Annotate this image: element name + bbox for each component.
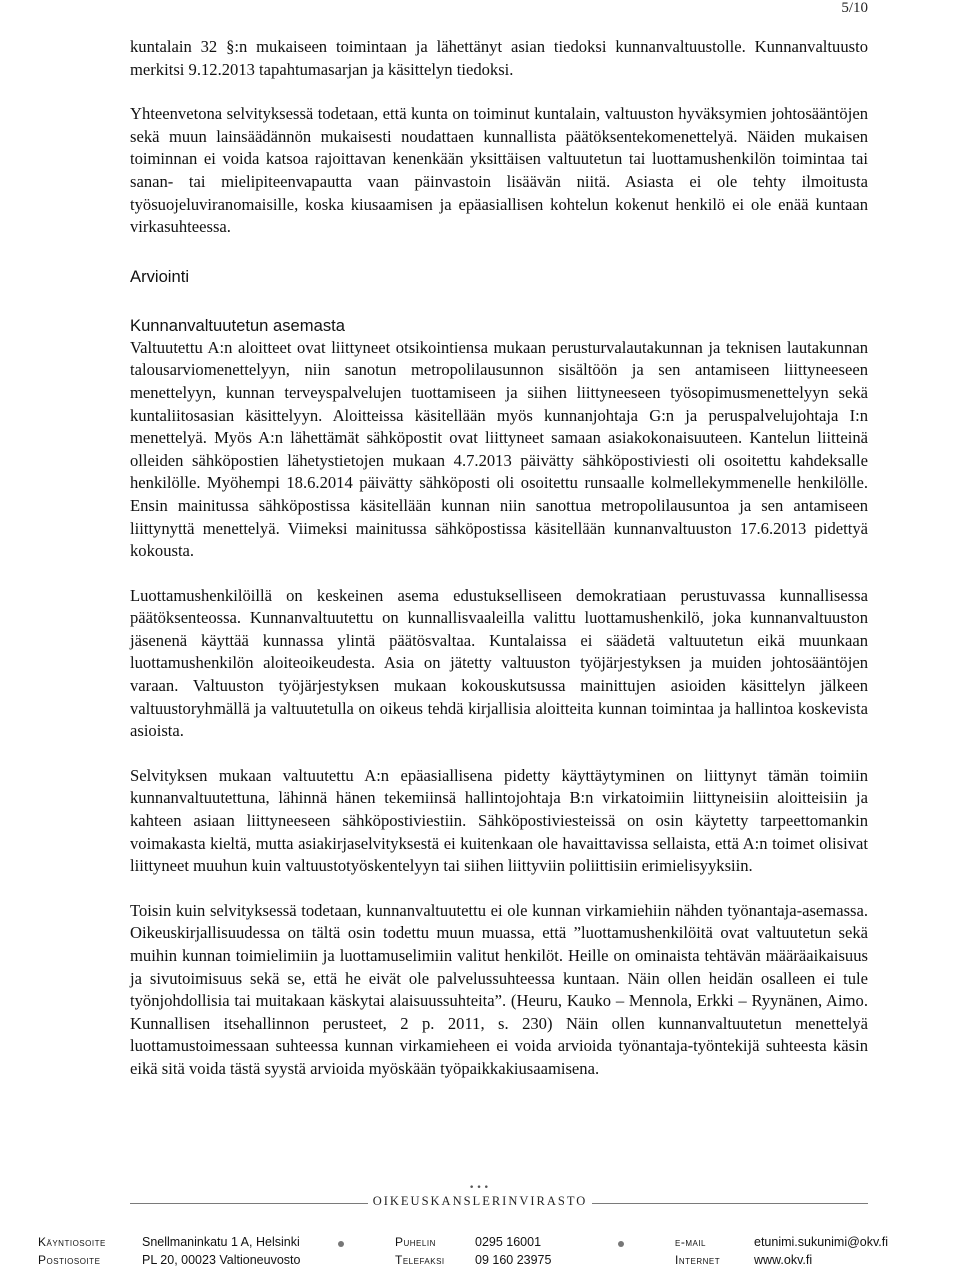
section-heading-assessment: Arviointi	[130, 266, 190, 286]
footer-row-2	[38, 1253, 918, 1271]
paragraph-2: Yhteenvetona selvityksessä todetaan, että kunta on toiminut kuntalain, valtuuston hyväksymien johtosääntöjen sekä muun lainsäädännön mukaisesti noudattaen kunnallista päätöksentekomenettelyä. Näiden mukaisen toiminnan ei voida katsoa rajoittavan kenenkään yksittäisen valtuutetun tai luottamushenkilön toimintaa tai sanan- tai mielipiteenvapautta vaan päinvastoin lisäävän niitä. Asiasta ei ole tehty ilmoitusta työsuojeluviranomaisille, koska kiusaamisen ja epäasiallisen kohtelun kokenut henkilö ei ole enää kuntaan virkasuhteessa.	[130, 104, 868, 237]
page-number: 5/10	[841, 0, 868, 16]
footer-row-1	[38, 1235, 918, 1253]
bullet-dot-icon	[618, 1241, 624, 1247]
postal-address-value: PL 20, 00023 Valtioneuvosto	[142, 1253, 301, 1267]
footer-organization-name: OIKEUSKANSLERINVIRASTO	[372, 1194, 588, 1208]
bullet-dot-icon	[338, 1241, 344, 1247]
paragraph-1: kuntalain 32 §:n mukaiseen toimintaan ja lähettänyt asian tiedoksi kunnanvaltuustolle. Kunnanvaltuusto merkitsi 9.12.2013 tapahtumasarjan ja käsittelyn tiedoksi.	[130, 37, 868, 79]
paragraph-6: Toisin kuin selvityksessä todetaan, kunnanvaltuutettu ei ole kunnan virkamiehiin nähden työnantaja-asemassa. Oikeuskirjallisuudessa on tältä osin todettu muun muassa, että ”luottamushenkilöitä ovat valtuutetun sekä muihin kunnan toimielimiin ja luottamuselimiin valitut henkilöt. Heille on ominaista tehtävän määräaikaisuus ja sivutoimisuus sekä se, että he eivät ole palvelussuhteessa kuntaan. Näin ollen heidän osalleen ei tule työnjohdollisia tai muitakaan käskytai alaisuussuhteita”. (Heuru, Kauko – Mennola, Erkki – Ryynänen, Aimo. Kunnallisen itsehallinnon perusteet, 2 p. 2011, s. 230) Näin ollen kunnanvaltuutetun menettelyä luottamustoimessaan suhteessa kunnan virkamieheen ei voida arvioida työnantaja-työntekijä suhteesta käsin eikä sitä voida tästä syystä arvioida myöskään työpaikkakiusaamisena.	[130, 900, 868, 1078]
paragraph-5: Selvityksen mukaan valtuutettu A:n epäasiallisena pidetty käyttäytyminen on liittynyt tämän toimiin kunnanvaltuutettuna, lähinnä hänen tekemiinsä hallintojohtaja B:n virkatoimiin liittyneisiin aloitteisiin ja kahteen asiaan liittyneeseen sähköpostiviestiin. Sähköpostiviesteissä on osin käytetty tarpeettomankin voimakasta kieltä, mutta asiakirjaselvityksestä ei kuitenkaan ole havaittavissa sellaista, että A:n toimet olisivat liittyneet muuhun kuin valtuustotyöskentelyyn tai siihen liittyviin poliittisiin erimielisyyksiin.	[130, 765, 868, 876]
fax-label: Telefaksi	[395, 1253, 445, 1267]
email-label: e-mail	[675, 1235, 707, 1249]
internet-label: Internet	[675, 1253, 721, 1267]
document-body	[130, 36, 868, 1081]
footer-divider-left	[130, 1203, 368, 1204]
visit-address-value: Snellmaninkatu 1 A, Helsinki	[142, 1235, 300, 1249]
subheading-council-member-position: Kunnanvaltuutetun asemasta	[130, 315, 345, 335]
visit-address-label: Käyntiosoite	[38, 1235, 106, 1249]
fax-value: 09 160 23975	[475, 1253, 552, 1267]
paragraph-3: Valtuutettu A:n aloitteet ovat liittyneet otsikointiensa mukaan perusturvalautakunnan ja teknisen lautakunnan talousarviomenettelyyn, niin sanotun metropolilausunnon sisältöön ja sen antamiseen liittyneeseen menettelyyn, kunnan terveyspalvelujen tuottamiseen ja siihen liittyneeseen työsopimusmenettelyyn sekä kuntaliitosasian käsittelyyn. Aloitteissa käsitellään myös kunnanjohtaja G:n ja peruspalvelujohtaja I:n menettelyä. Myös A:n lähettämät sähköpostit ovat liittyneet samaan asiakokonaisuuteen. Kantelun liitteinä olleiden sähköpostien lähetystietojen mukaan 4.7.2013 päivätty sähköpostiviesti oli osoitettu kahdeksalle henkilölle. Myöhempi 18.6.2014 päivätty sähköposti oli osoitettu runsaalle kolmellekymmenelle henkilölle. Ensin mainitussa sähköpostissa käsitellään kunnan niin sanottua metropolilausuntoa ja sen antamiseen liittynyttä menettelyä. Viimeksi mainitussa sähköpostissa käsitellään kunnanvaltuuston 17.6.2013 pidettyä kokousta.	[130, 337, 868, 561]
footer-ornament: •••	[469, 1183, 491, 1193]
paragraph-4: Luottamushenkilöillä on keskeinen asema edustukselliseen demokratiaan perustuvassa kunnallisessa päätöksenteossa. Kunnanvaltuutettu on kunnallisvaaleilla valittu luottamushenkilö, joka kunnanvaltuuston jäsenenä käyttää kunnassa ylintä päätösvaltaa. Kuntalaissa ei säädetä valtuutetun eikä muunkaan luottamushenkilön aloiteoikeudesta. Asia on jätetty valtuuston työjärjestyksen ja muiden johtosääntöjen varaan. Valtuuston työjärjestyksen mukaan kokouskutsussa mainittujen asioiden käsittelyn jälkeen valtuustoryhmällä ja valtuutetulla on oikeus tehdä kirjallisia aloitteita kunnan toimintaa ja hallintoa koskevista asioista.	[130, 585, 868, 741]
phone-label: Puhelin	[395, 1235, 436, 1249]
postal-address-label: Postiosoite	[38, 1253, 101, 1267]
email-value[interactable]: etunimi.sukunimi@okv.fi	[754, 1235, 889, 1249]
phone-value: 0295 16001	[475, 1235, 542, 1249]
footer-divider-right	[592, 1203, 868, 1204]
website-link[interactable]: www.okv.fi	[754, 1253, 813, 1267]
